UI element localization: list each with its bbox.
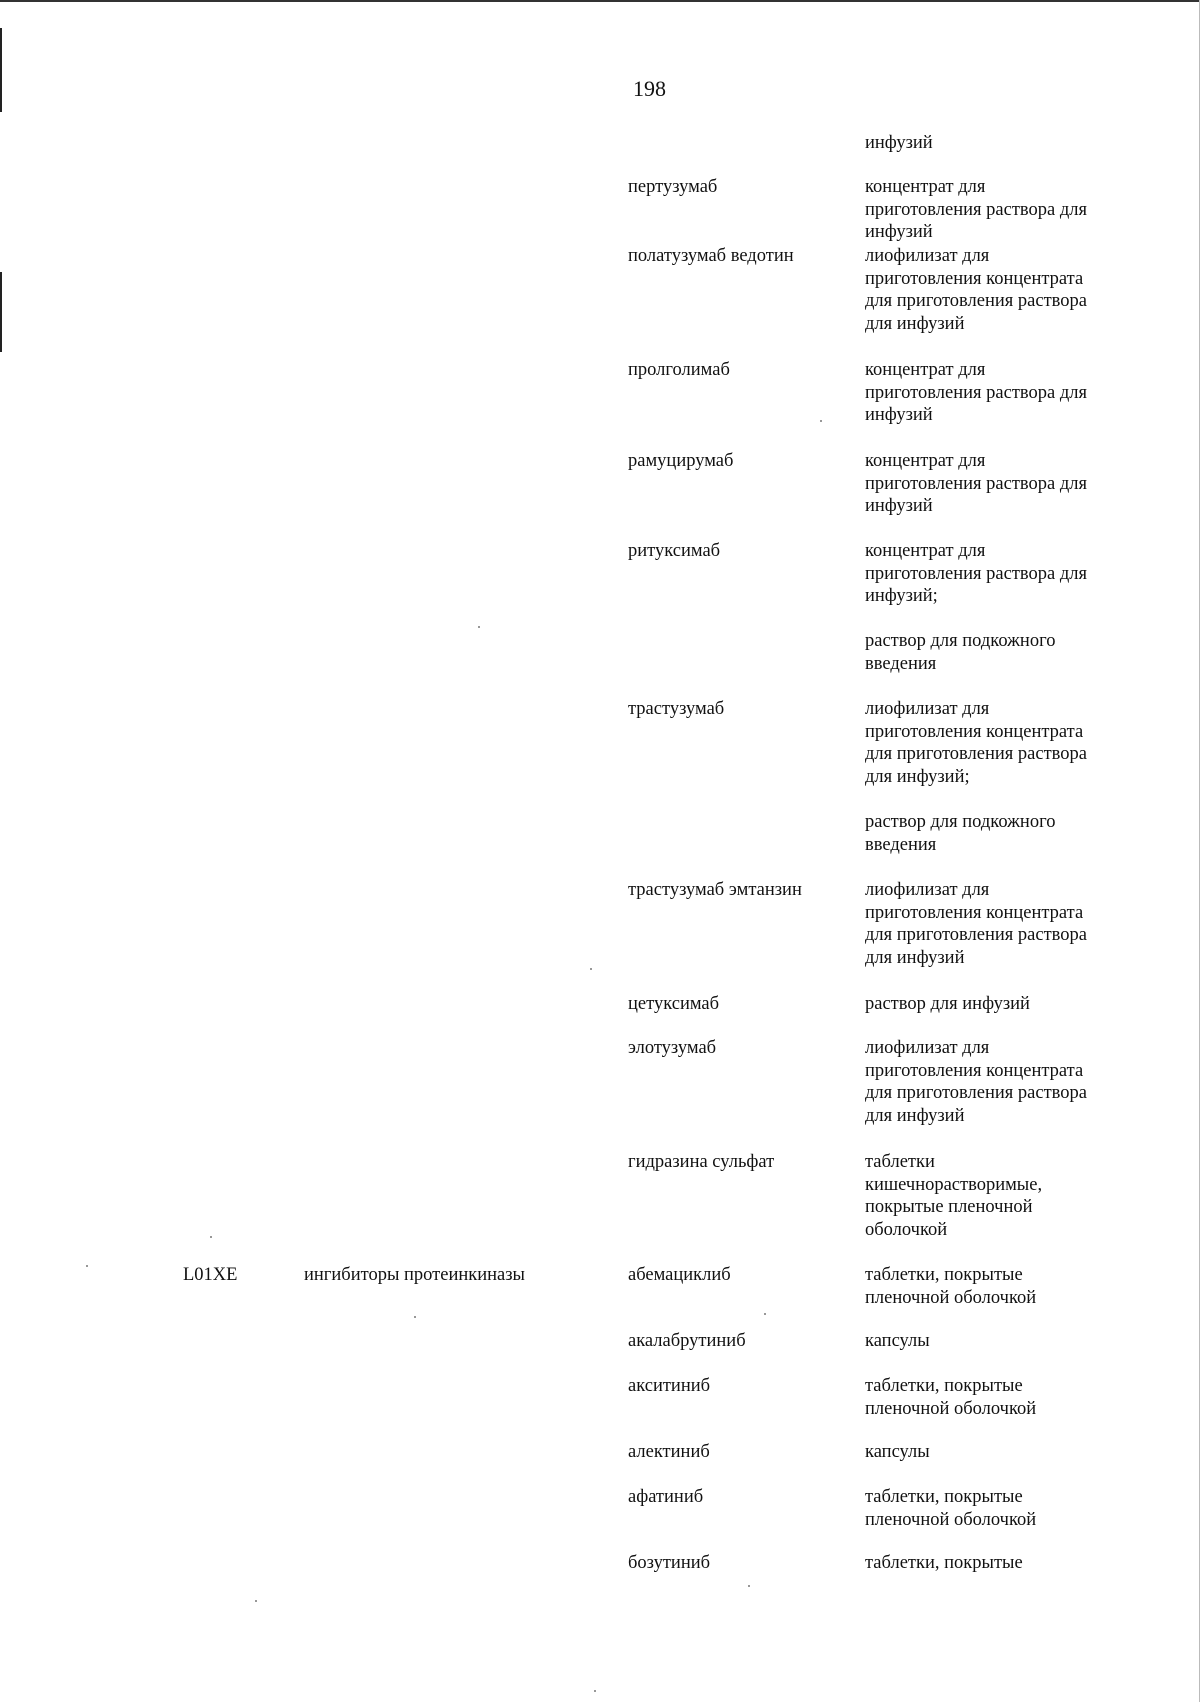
scan-speck bbox=[590, 968, 592, 970]
scan-edge-left-mark bbox=[0, 28, 2, 112]
page-number: 198 bbox=[633, 76, 666, 101]
dosage-form: лиофилизат для приготовления концентрата для приготовления раствора для инфузий; bbox=[865, 699, 1087, 787]
atc-group-name: ингибиторы протеинкиназы bbox=[304, 1265, 525, 1285]
dosage-form: капсулы bbox=[865, 1442, 930, 1462]
dosage-form: таблетки кишечнорастворимые, покрытые пленочной оболочкой bbox=[865, 1152, 1043, 1240]
scan-speck bbox=[748, 1585, 750, 1587]
drug-name: афатиниб bbox=[628, 1487, 704, 1507]
dosage-form: раствор для инфузий bbox=[865, 994, 1030, 1014]
dosage-form: таблетки, покрытые пленочной оболочкой bbox=[865, 1265, 1037, 1308]
scan-speck bbox=[820, 420, 822, 422]
dosage-form: таблетки, покрытые пленочной оболочкой bbox=[865, 1487, 1037, 1530]
dosage-form: концентрат для приготовления раствора для инфузий bbox=[865, 177, 1087, 242]
drug-name: рамуцирумаб bbox=[628, 451, 734, 471]
drug-name: трастузумаб bbox=[628, 699, 725, 719]
dosage-form: лиофилизат для приготовления концентрата для приготовления раствора для инфузий bbox=[865, 246, 1087, 334]
scan-edge-top bbox=[0, 0, 1200, 2]
drug-name: полатузумаб ведотин bbox=[628, 246, 794, 266]
scan-speck bbox=[210, 1236, 212, 1238]
scan-speck bbox=[764, 1313, 766, 1315]
drug-name: бозутиниб bbox=[628, 1553, 711, 1573]
drug-name: ритуксимаб bbox=[628, 541, 721, 561]
dosage-form: капсулы bbox=[865, 1331, 930, 1351]
scan-edge-left-mark bbox=[0, 272, 2, 352]
drug-name: элотузумаб bbox=[628, 1038, 717, 1058]
drug-name: пертузумаб bbox=[628, 177, 718, 197]
drug-name: гидразина сульфат bbox=[628, 1152, 775, 1172]
drug-name: цетуксимаб bbox=[628, 994, 720, 1014]
dosage-form: концентрат для приготовления раствора для инфузий bbox=[865, 451, 1087, 516]
dosage-form: таблетки, покрытые пленочной оболочкой bbox=[865, 1376, 1037, 1419]
drug-name: абемациклиб bbox=[628, 1265, 731, 1285]
dosage-form: раствор для подкожного введения bbox=[865, 812, 1056, 855]
scan-speck bbox=[478, 626, 480, 628]
drug-name: трастузумаб эмтанзин bbox=[628, 880, 802, 900]
dosage-form: концентрат для приготовления раствора для инфузий bbox=[865, 360, 1087, 425]
drug-name: пролголимаб bbox=[628, 360, 730, 380]
dosage-form: концентрат для приготовления раствора для инфузий; bbox=[865, 541, 1087, 606]
dosage-form: раствор для подкожного введения bbox=[865, 631, 1056, 674]
scan-speck bbox=[414, 1316, 416, 1318]
scan-speck bbox=[86, 1265, 88, 1267]
drug-name: акалабрутиниб bbox=[628, 1331, 746, 1351]
dosage-form: таблетки, покрытые bbox=[865, 1553, 1023, 1573]
drug-name: алектиниб bbox=[628, 1442, 710, 1462]
drug-name: акситиниб bbox=[628, 1376, 711, 1396]
dosage-form: лиофилизат для приготовления концентрата для приготовления раствора для инфузий bbox=[865, 880, 1087, 968]
carryover-form-text: инфузий bbox=[865, 133, 933, 153]
atc-code: L01XE bbox=[183, 1265, 238, 1285]
scan-speck bbox=[255, 1600, 257, 1602]
dosage-form: лиофилизат для приготовления концентрата для приготовления раствора для инфузий bbox=[865, 1038, 1087, 1126]
scan-speck bbox=[594, 1690, 596, 1692]
